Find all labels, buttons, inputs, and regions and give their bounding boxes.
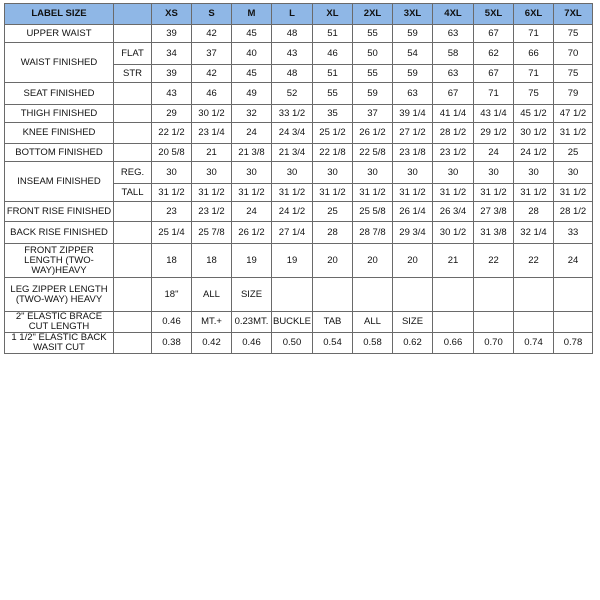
table-cell xyxy=(554,278,593,312)
table-cell: 0.50 xyxy=(272,333,313,354)
table-cell: 19 xyxy=(272,244,313,278)
table-cell: 21 xyxy=(192,144,232,162)
table-cell: 30 xyxy=(192,162,232,184)
table-cell: 34 xyxy=(152,43,192,65)
table-cell: 55 xyxy=(353,25,393,43)
table-cell: 0.70 xyxy=(474,333,514,354)
table-cell: 21 3/4 xyxy=(272,144,313,162)
sub-label xyxy=(114,244,152,278)
table-cell: 28 xyxy=(313,222,353,244)
table-cell: 0.78 xyxy=(554,333,593,354)
table-cell: 30 xyxy=(474,162,514,184)
measurement-label: BOTTOM FINISHED xyxy=(5,144,114,162)
table-row xyxy=(5,162,593,184)
table-cell: 28 7/8 xyxy=(353,222,393,244)
measurement-label: KNEE FINISHED xyxy=(5,123,114,144)
measurement-label: FRONT ZIPPER LENGTH (TWO-WAY)HEAVY xyxy=(5,244,114,278)
measurement-label: LEG ZIPPER LENGTH (TWO-WAY) HEAVY xyxy=(5,278,114,312)
size-header: 3XL xyxy=(393,4,433,25)
table-cell: 31 3/8 xyxy=(474,222,514,244)
table-cell: 59 xyxy=(393,65,433,83)
table-cell: 25 7/8 xyxy=(192,222,232,244)
table-row xyxy=(5,202,593,222)
sub-label: REG. xyxy=(114,162,152,184)
table-cell: 31 1/2 xyxy=(313,184,353,202)
table-cell: 35 xyxy=(313,105,353,123)
table-cell: 51 xyxy=(313,25,353,43)
table-cell: 63 xyxy=(433,25,474,43)
size-header: 5XL xyxy=(474,4,514,25)
table-cell: 29 1/2 xyxy=(474,123,514,144)
table-cell: 40 xyxy=(232,43,272,65)
table-cell: 31 1/2 xyxy=(393,184,433,202)
table-row xyxy=(5,25,593,43)
table-cell: 71 xyxy=(474,83,514,105)
table-cell: 54 xyxy=(393,43,433,65)
table-cell: 30 1/2 xyxy=(192,105,232,123)
table-cell: 21 3/8 xyxy=(232,144,272,162)
table-cell: 0.54 xyxy=(313,333,353,354)
table-row xyxy=(5,83,593,105)
table-cell: 79 xyxy=(554,83,593,105)
table-cell: 43 xyxy=(272,43,313,65)
table-cell: 37 xyxy=(192,43,232,65)
table-cell: 22 xyxy=(514,244,554,278)
measurement-label: BACK RISE FINISHED xyxy=(5,222,114,244)
table-cell: 32 1/4 xyxy=(514,222,554,244)
table-cell: 31 1/2 xyxy=(433,184,474,202)
table-cell: 37 xyxy=(353,105,393,123)
table-cell: 33 1/2 xyxy=(272,105,313,123)
table-cell: 23 xyxy=(152,202,192,222)
size-header: 4XL xyxy=(433,4,474,25)
table-cell: 20 5/8 xyxy=(152,144,192,162)
table-cell: 75 xyxy=(554,65,593,83)
table-cell: 31 1/2 xyxy=(554,184,593,202)
table-cell: 20 xyxy=(393,244,433,278)
table-cell: 22 xyxy=(474,244,514,278)
table-cell xyxy=(433,312,474,333)
table-cell: 51 xyxy=(313,65,353,83)
table-cell: 70 xyxy=(554,43,593,65)
table-cell: 75 xyxy=(554,25,593,43)
table-cell xyxy=(474,278,514,312)
table-cell: 25 5/8 xyxy=(353,202,393,222)
table-cell: 20 xyxy=(313,244,353,278)
table-cell: 27 1/2 xyxy=(393,123,433,144)
table-cell: 71 xyxy=(514,65,554,83)
table-cell xyxy=(353,278,393,312)
table-cell: 0.23MT. xyxy=(232,312,272,333)
table-cell: 21 xyxy=(433,244,474,278)
table-row xyxy=(5,312,593,333)
table-cell: ALL xyxy=(192,278,232,312)
table-cell xyxy=(313,278,353,312)
table-cell: 33 xyxy=(554,222,593,244)
table-cell: 24 xyxy=(232,123,272,144)
sub-label xyxy=(114,333,152,354)
table-cell: 47 1/2 xyxy=(554,105,593,123)
sub-label-header xyxy=(114,4,152,25)
table-cell: 0.46 xyxy=(232,333,272,354)
table-cell: 42 xyxy=(192,65,232,83)
table-cell: 48 xyxy=(272,25,313,43)
table-cell: 39 xyxy=(152,65,192,83)
sub-label xyxy=(114,312,152,333)
size-header: XS xyxy=(152,4,192,25)
table-cell xyxy=(393,278,433,312)
table-cell: 43 1/4 xyxy=(474,105,514,123)
table-cell: 30 xyxy=(152,162,192,184)
table-cell: 30 xyxy=(393,162,433,184)
table-cell: 45 xyxy=(232,25,272,43)
size-header: 6XL xyxy=(514,4,554,25)
sub-label: STR xyxy=(114,65,152,83)
table-row xyxy=(5,222,593,244)
table-cell: 67 xyxy=(474,25,514,43)
size-header: M xyxy=(232,4,272,25)
table-cell: 18 xyxy=(152,244,192,278)
table-cell: 45 1/2 xyxy=(514,105,554,123)
table-cell: 26 1/2 xyxy=(353,123,393,144)
table-cell: 0.42 xyxy=(192,333,232,354)
size-header: 2XL xyxy=(353,4,393,25)
table-cell: 26 1/2 xyxy=(232,222,272,244)
table-cell: 25 xyxy=(554,144,593,162)
table-cell xyxy=(554,312,593,333)
table-cell: 31 1/2 xyxy=(232,184,272,202)
table-row xyxy=(5,43,593,65)
table-cell: 67 xyxy=(433,83,474,105)
table-cell: 62 xyxy=(474,43,514,65)
table-cell: 63 xyxy=(433,65,474,83)
table-cell: 39 xyxy=(152,25,192,43)
table-cell: 31 1/2 xyxy=(554,123,593,144)
table-cell: 22 1/2 xyxy=(152,123,192,144)
table-cell: 52 xyxy=(272,83,313,105)
table-cell: 63 xyxy=(393,83,433,105)
table-cell: 0.38 xyxy=(152,333,192,354)
measurement-label: UPPER WAIST xyxy=(5,25,114,43)
size-header: 7XL xyxy=(554,4,593,25)
table-row xyxy=(5,123,593,144)
table-cell: 23 1/4 xyxy=(192,123,232,144)
table-cell: 30 xyxy=(232,162,272,184)
table-cell: 42 xyxy=(192,25,232,43)
table-cell: 30 xyxy=(313,162,353,184)
table-cell: 30 xyxy=(433,162,474,184)
size-header: L xyxy=(272,4,313,25)
label-size-header: LABEL SIZE xyxy=(5,4,114,25)
table-cell: 0.46 xyxy=(152,312,192,333)
table-cell: 25 xyxy=(313,202,353,222)
table-cell: 43 xyxy=(152,83,192,105)
table-cell: 23 1/2 xyxy=(433,144,474,162)
table-cell: 30 1/2 xyxy=(433,222,474,244)
table-cell: 26 1/4 xyxy=(393,202,433,222)
table-cell: 24 3/4 xyxy=(272,123,313,144)
measurement-label: THIGH FINISHED xyxy=(5,105,114,123)
table-cell: TAB xyxy=(313,312,353,333)
measurement-label: 2" ELASTIC BRACE CUT LENGTH xyxy=(5,312,114,333)
table-cell: 25 1/2 xyxy=(313,123,353,144)
table-row xyxy=(5,278,593,312)
table-cell: 30 xyxy=(272,162,313,184)
measurement-label: FRONT RISE FINISHED xyxy=(5,202,114,222)
table-cell: 75 xyxy=(514,83,554,105)
table-row xyxy=(5,144,593,162)
table-cell: 20 xyxy=(353,244,393,278)
table-cell: 19 xyxy=(232,244,272,278)
table-cell: 25 1/4 xyxy=(152,222,192,244)
sub-label xyxy=(114,25,152,43)
table-cell: 23 1/2 xyxy=(192,202,232,222)
table-cell: 71 xyxy=(514,25,554,43)
header-row xyxy=(5,4,593,25)
table-cell: 46 xyxy=(192,83,232,105)
measurement-label: INSEAM FINISHED xyxy=(5,162,114,202)
table-cell: 27 3/8 xyxy=(474,202,514,222)
table-cell xyxy=(514,278,554,312)
table-cell: 26 3/4 xyxy=(433,202,474,222)
table-cell: 22 5/8 xyxy=(353,144,393,162)
table-cell: 24 xyxy=(474,144,514,162)
table-cell: 50 xyxy=(353,43,393,65)
table-cell: 67 xyxy=(474,65,514,83)
table-cell: 0.58 xyxy=(353,333,393,354)
table-cell: 31 1/2 xyxy=(272,184,313,202)
measurement-label: 1 1/2" ELASTIC BACK WASIT CUT xyxy=(5,333,114,354)
table-cell: BUCKLE xyxy=(272,312,313,333)
sub-label xyxy=(114,144,152,162)
table-cell: 18" xyxy=(152,278,192,312)
table-cell: 30 1/2 xyxy=(514,123,554,144)
measurement-label: WAIST FINISHED xyxy=(5,43,114,83)
measurement-label: SEAT FINISHED xyxy=(5,83,114,105)
table-cell: 59 xyxy=(393,25,433,43)
sub-label: TALL xyxy=(114,184,152,202)
table-cell: 24 1/2 xyxy=(514,144,554,162)
table-cell: 30 xyxy=(353,162,393,184)
table-cell: 29 3/4 xyxy=(393,222,433,244)
table-cell: 31 1/2 xyxy=(353,184,393,202)
table-cell: 0.74 xyxy=(514,333,554,354)
sub-label xyxy=(114,202,152,222)
table-row xyxy=(5,105,593,123)
table-cell xyxy=(474,312,514,333)
table-cell: 45 xyxy=(232,65,272,83)
table-cell: 48 xyxy=(272,65,313,83)
table-cell xyxy=(514,312,554,333)
table-cell: 0.66 xyxy=(433,333,474,354)
size-header: XL xyxy=(313,4,353,25)
table-cell: 49 xyxy=(232,83,272,105)
table-cell: 0.62 xyxy=(393,333,433,354)
table-cell xyxy=(272,278,313,312)
table-cell: 29 xyxy=(152,105,192,123)
sub-label: FLAT xyxy=(114,43,152,65)
table-cell: 31 1/2 xyxy=(192,184,232,202)
table-cell: MT.+ xyxy=(192,312,232,333)
table-cell: 30 xyxy=(514,162,554,184)
table-cell: 59 xyxy=(353,83,393,105)
table-cell: 23 1/8 xyxy=(393,144,433,162)
table-cell: 58 xyxy=(433,43,474,65)
table-cell: 31 1/2 xyxy=(514,184,554,202)
table-cell: 41 1/4 xyxy=(433,105,474,123)
table-cell: 28 1/2 xyxy=(554,202,593,222)
table-cell: 31 1/2 xyxy=(474,184,514,202)
table-cell: 31 1/2 xyxy=(152,184,192,202)
sub-label xyxy=(114,278,152,312)
table-cell: 28 1/2 xyxy=(433,123,474,144)
table-cell: 55 xyxy=(353,65,393,83)
table-cell: 24 xyxy=(232,202,272,222)
table-cell: 22 1/8 xyxy=(313,144,353,162)
size-header: S xyxy=(192,4,232,25)
sub-label xyxy=(114,83,152,105)
table-cell: 66 xyxy=(514,43,554,65)
table-cell: 32 xyxy=(232,105,272,123)
table-cell: 27 1/4 xyxy=(272,222,313,244)
table-cell: ALL xyxy=(353,312,393,333)
table-cell: 28 xyxy=(514,202,554,222)
table-cell: 46 xyxy=(313,43,353,65)
table-cell: SIZE xyxy=(393,312,433,333)
sub-label xyxy=(114,123,152,144)
table-cell: 18 xyxy=(192,244,232,278)
table-cell: SIZE xyxy=(232,278,272,312)
sub-label xyxy=(114,105,152,123)
table-cell: 24 xyxy=(554,244,593,278)
table-cell: 30 xyxy=(554,162,593,184)
table-row xyxy=(5,333,593,354)
table-cell: 55 xyxy=(313,83,353,105)
sub-label xyxy=(114,222,152,244)
size-spec-table xyxy=(4,3,593,354)
table-cell: 24 1/2 xyxy=(272,202,313,222)
table-cell xyxy=(433,278,474,312)
table-cell: 39 1/4 xyxy=(393,105,433,123)
table-row xyxy=(5,244,593,278)
